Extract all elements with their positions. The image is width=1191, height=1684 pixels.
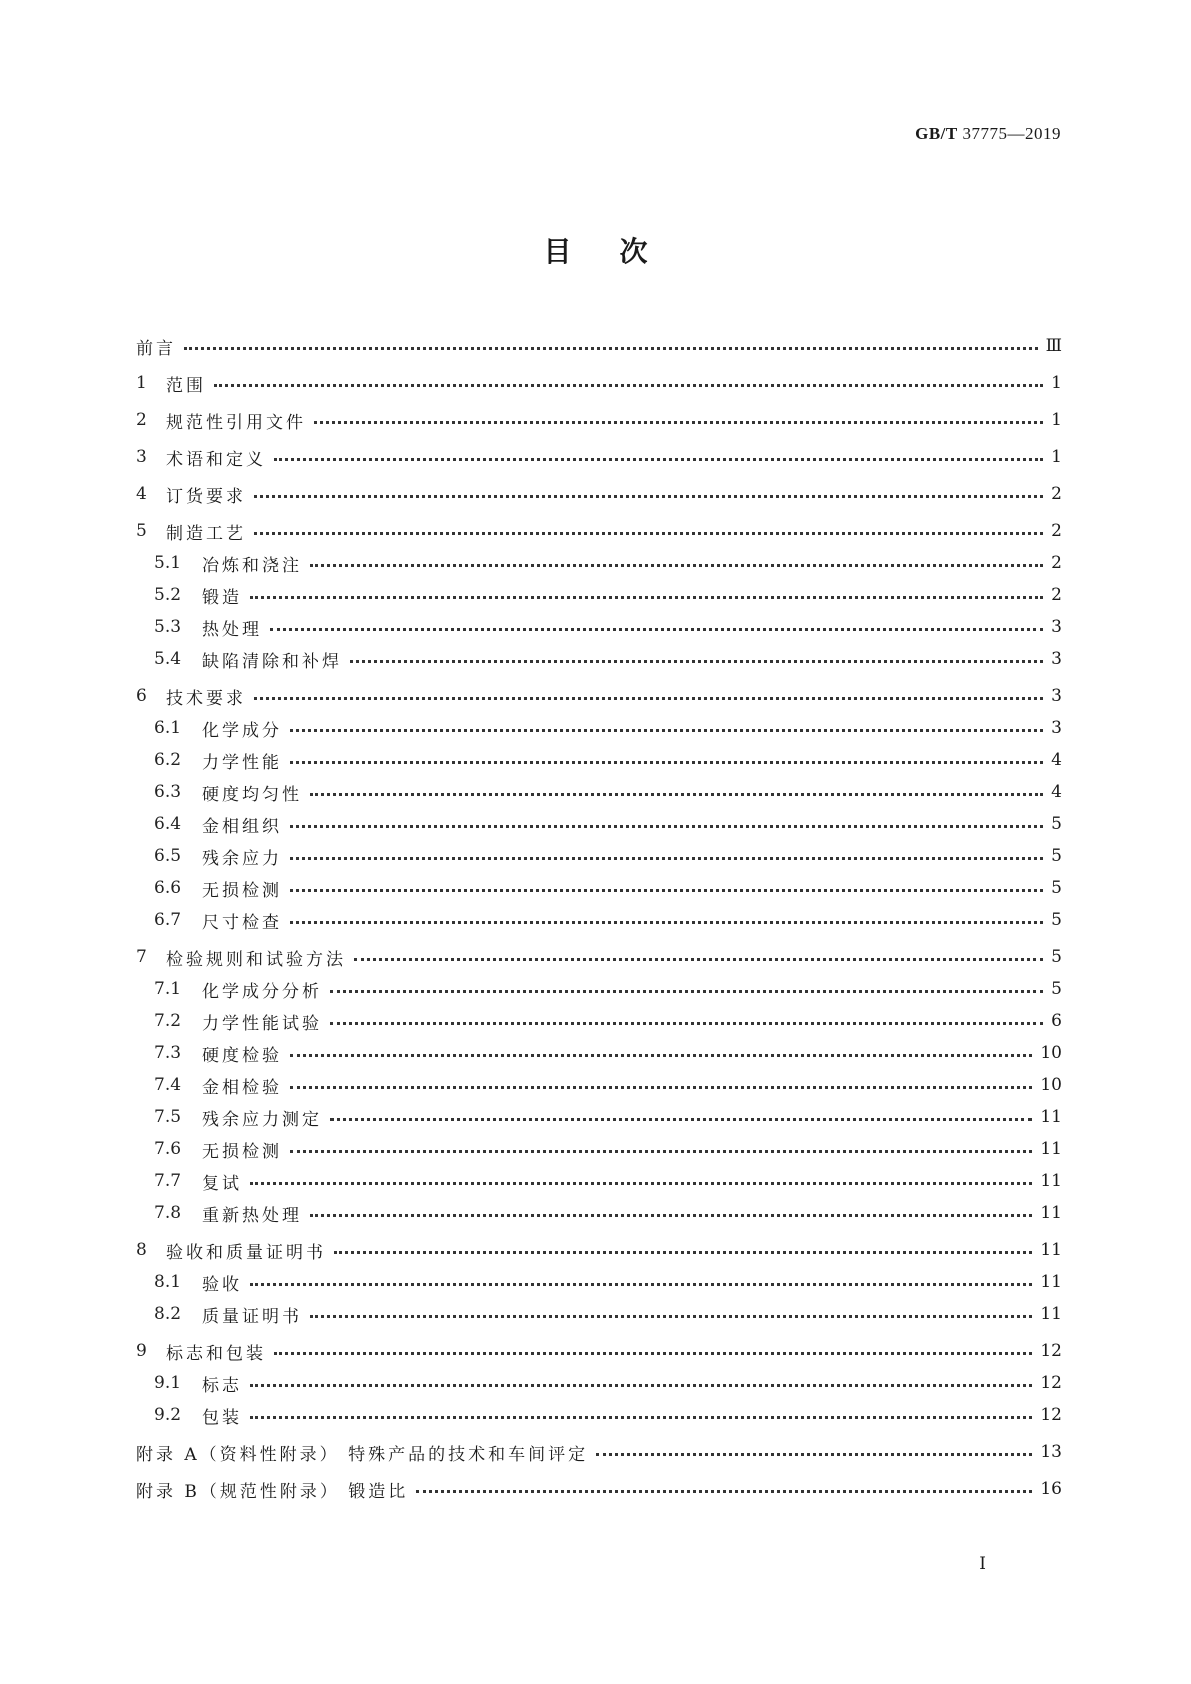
toc-entry-page: 4 — [1051, 750, 1062, 770]
toc-entry[interactable] — [136, 367, 1062, 399]
toc-entry[interactable] — [136, 904, 1062, 936]
toc-entry[interactable] — [136, 712, 1062, 744]
toc-entry[interactable] — [136, 808, 1062, 840]
toc-entry-title: 残余应力 — [202, 848, 282, 869]
toc-entry[interactable] — [136, 330, 1062, 362]
toc-entry-page: 11 — [1040, 1304, 1062, 1324]
toc-leader-dots — [250, 1384, 1032, 1387]
toc-entry-page: 5 — [1051, 814, 1062, 834]
toc-entry[interactable] — [136, 680, 1062, 712]
toc-leader-dots — [290, 1086, 1032, 1089]
toc-entry-page: 11 — [1040, 1139, 1062, 1159]
toc-entry-page: 11 — [1040, 1272, 1062, 1292]
toc-entry-page: 16 — [1040, 1479, 1062, 1499]
toc-entry-page: 2 — [1051, 521, 1062, 541]
toc-entry-page: 4 — [1051, 782, 1062, 802]
toc-entry-page: 3 — [1051, 718, 1062, 738]
toc-entry-number: 5 — [136, 521, 147, 541]
toc-entry-number: 6.4 — [154, 814, 182, 834]
toc-entry-title: 检验规则和试验方法 — [166, 949, 346, 970]
toc-entry[interactable] — [136, 1399, 1062, 1431]
standard-code-prefix: GB/T — [915, 124, 958, 143]
toc-leader-dots — [310, 793, 1043, 796]
toc-entry-page: 11 — [1040, 1171, 1062, 1191]
toc-leader-dots — [330, 1022, 1043, 1025]
toc-entry[interactable] — [136, 941, 1062, 973]
toc-entry-page: 12 — [1040, 1405, 1062, 1425]
toc-leader-dots — [596, 1453, 1032, 1456]
toc-entry-page: 5 — [1051, 878, 1062, 898]
toc-entry[interactable] — [136, 840, 1062, 872]
toc-entry-number: 7.8 — [154, 1203, 182, 1223]
toc-entry-number: 2 — [136, 410, 147, 430]
toc-entry-title: 冶炼和浇注 — [202, 555, 302, 576]
toc-entry[interactable] — [136, 1436, 1062, 1468]
toc-entry[interactable] — [136, 973, 1062, 1005]
toc-entry-title: 无损检测 — [202, 1141, 282, 1162]
toc-leader-dots — [330, 990, 1043, 993]
toc-leader-dots — [274, 1352, 1032, 1355]
toc-entry-page: 1 — [1051, 410, 1062, 430]
toc-entry-number: 9 — [136, 1341, 147, 1361]
toc-entry-title: 硬度均匀性 — [202, 784, 302, 805]
toc-entry-page: 12 — [1040, 1373, 1062, 1393]
toc-entry-title: 验收 — [202, 1274, 242, 1295]
toc-title: 目次 — [543, 235, 696, 268]
toc-entry-title: 重新热处理 — [202, 1205, 302, 1226]
toc-entry-number: 7.2 — [154, 1011, 182, 1031]
standard-code-number: 37775—2019 — [962, 124, 1061, 143]
toc-leader-dots — [354, 958, 1043, 961]
toc-entry[interactable] — [136, 1266, 1062, 1298]
toc-leader-dots — [330, 1118, 1032, 1121]
toc-entry[interactable] — [136, 1165, 1062, 1197]
toc-leader-dots — [270, 628, 1043, 631]
toc-entry-number: 7 — [136, 947, 147, 967]
toc-entry-title: 标志 — [202, 1375, 242, 1396]
toc-leader-dots — [250, 596, 1043, 599]
toc-entry-page: 10 — [1040, 1075, 1062, 1095]
toc-entry-title: 制造工艺 — [166, 523, 246, 544]
toc-entry[interactable] — [136, 1197, 1062, 1229]
toc-entry-title: 规范性引用文件 — [166, 412, 306, 433]
toc-entry-title: 尺寸检查 — [202, 912, 282, 933]
table-of-contents — [136, 330, 1062, 1505]
toc-entry[interactable] — [136, 1005, 1062, 1037]
toc-entry-page: 5 — [1051, 910, 1062, 930]
toc-leader-dots — [290, 1150, 1032, 1153]
toc-entry-number: 3 — [136, 447, 147, 467]
toc-entry-number: 7.7 — [154, 1171, 182, 1191]
toc-entry-title: 附录 B（规范性附录） 锻造比 — [136, 1481, 409, 1502]
toc-entry-title: 包装 — [202, 1407, 242, 1428]
toc-entry-number: 9.2 — [154, 1405, 182, 1425]
toc-entry-number: 6.5 — [154, 846, 182, 866]
toc-entry-title: 金相检验 — [202, 1077, 282, 1098]
toc-entry-number: 7.6 — [154, 1139, 182, 1159]
toc-leader-dots — [250, 1416, 1032, 1419]
toc-entry-number: 7.5 — [154, 1107, 182, 1127]
toc-leader-dots — [254, 697, 1043, 700]
toc-entry-page: 1 — [1051, 373, 1062, 393]
toc-leader-dots — [416, 1490, 1032, 1493]
toc-entry-page: Ⅲ — [1045, 336, 1062, 356]
toc-leader-dots — [310, 564, 1043, 567]
toc-entry[interactable] — [136, 1037, 1062, 1069]
toc-entry-number: 6.1 — [154, 718, 182, 738]
toc-entry-page: 13 — [1040, 1442, 1062, 1462]
toc-leader-dots — [274, 458, 1043, 461]
toc-entry-number: 4 — [136, 484, 147, 504]
toc-entry[interactable] — [136, 643, 1062, 675]
toc-entry[interactable] — [136, 1069, 1062, 1101]
toc-entry[interactable] — [136, 478, 1062, 510]
toc-entry-title: 残余应力测定 — [202, 1109, 322, 1130]
toc-entry-number: 9.1 — [154, 1373, 182, 1393]
toc-entry[interactable] — [136, 1234, 1062, 1266]
toc-entry-number: 5.4 — [154, 649, 182, 669]
toc-entry[interactable] — [136, 611, 1062, 643]
toc-entry-page: 11 — [1040, 1107, 1062, 1127]
toc-entry[interactable] — [136, 579, 1062, 611]
toc-leader-dots — [334, 1251, 1032, 1254]
toc-leader-dots — [290, 729, 1043, 732]
toc-entry-title: 范围 — [166, 375, 206, 396]
toc-entry-page: 3 — [1051, 649, 1062, 669]
toc-entry[interactable] — [136, 1101, 1062, 1133]
toc-entry-page: 1 — [1051, 447, 1062, 467]
toc-entry-title: 附录 A（资料性附录） 特殊产品的技术和车间评定 — [136, 1444, 589, 1465]
toc-entry-number: 1 — [136, 373, 147, 393]
toc-entry-page: 11 — [1040, 1240, 1062, 1260]
toc-entry-number: 8 — [136, 1240, 147, 1260]
toc-entry-number: 6.7 — [154, 910, 182, 930]
toc-leader-dots — [310, 1214, 1032, 1217]
toc-entry-title: 验收和质量证明书 — [166, 1242, 326, 1263]
toc-entry-title: 力学性能 — [202, 752, 282, 773]
toc-entry-title: 金相组织 — [202, 816, 282, 837]
toc-entry-number: 8.2 — [154, 1304, 182, 1324]
toc-leader-dots — [290, 921, 1043, 924]
toc-entry-title: 术语和定义 — [166, 449, 266, 470]
toc-entry[interactable] — [136, 1367, 1062, 1399]
toc-entry-page: 5 — [1051, 846, 1062, 866]
toc-entry[interactable] — [136, 776, 1062, 808]
toc-entry-title: 标志和包装 — [166, 1343, 266, 1364]
standard-code — [915, 124, 1061, 144]
toc-entry-number: 7.3 — [154, 1043, 182, 1063]
toc-leader-dots — [310, 1315, 1032, 1318]
toc-leader-dots — [290, 825, 1043, 828]
toc-leader-dots — [250, 1182, 1032, 1185]
toc-entry-page: 10 — [1040, 1043, 1062, 1063]
toc-entry-title: 订货要求 — [166, 486, 246, 507]
toc-entry-page: 2 — [1051, 553, 1062, 573]
toc-leader-dots — [250, 1283, 1032, 1286]
toc-entry[interactable] — [136, 441, 1062, 473]
toc-entry-number: 5.1 — [154, 553, 182, 573]
toc-entry-page: 2 — [1051, 484, 1062, 504]
toc-leader-dots — [290, 761, 1043, 764]
page-number: I — [979, 1554, 986, 1574]
toc-entry-page: 2 — [1051, 585, 1062, 605]
toc-entry-title: 前言 — [136, 338, 176, 359]
toc-entry-number: 6 — [136, 686, 147, 706]
toc-leader-dots — [214, 384, 1043, 387]
toc-entry-number: 7.4 — [154, 1075, 182, 1095]
toc-leader-dots — [350, 660, 1043, 663]
toc-leader-dots — [290, 1054, 1032, 1057]
toc-entry[interactable] — [136, 744, 1062, 776]
toc-entry-title: 无损检测 — [202, 880, 282, 901]
toc-entry[interactable] — [136, 1335, 1062, 1367]
toc-entry-page: 5 — [1051, 979, 1062, 999]
toc-entry-title: 力学性能试验 — [202, 1013, 322, 1034]
toc-entry-number: 8.1 — [154, 1272, 182, 1292]
toc-entry-title: 质量证明书 — [202, 1306, 302, 1327]
toc-entry[interactable] — [136, 1298, 1062, 1330]
toc-entry[interactable] — [136, 404, 1062, 436]
toc-entry[interactable] — [136, 515, 1062, 547]
toc-entry-page: 3 — [1051, 617, 1062, 637]
toc-entry-page: 6 — [1051, 1011, 1062, 1031]
toc-entry-number: 6.2 — [154, 750, 182, 770]
toc-entry[interactable] — [136, 1133, 1062, 1165]
toc-entry-number: 6.3 — [154, 782, 182, 802]
toc-entry[interactable] — [136, 872, 1062, 904]
toc-entry-page: 3 — [1051, 686, 1062, 706]
toc-entry-title: 化学成分分析 — [202, 981, 322, 1002]
toc-entry-page: 12 — [1040, 1341, 1062, 1361]
toc-entry-page: 5 — [1051, 947, 1062, 967]
toc-entry-title: 锻造 — [202, 587, 242, 608]
toc-entry-title: 硬度检验 — [202, 1045, 282, 1066]
toc-leader-dots — [290, 857, 1043, 860]
toc-entry-title: 技术要求 — [166, 688, 246, 709]
toc-entry-number: 6.6 — [154, 878, 182, 898]
toc-entry[interactable] — [136, 547, 1062, 579]
toc-leader-dots — [290, 889, 1043, 892]
toc-entry-number: 5.2 — [154, 585, 182, 605]
toc-entry-title: 复试 — [202, 1173, 242, 1194]
toc-entry-title: 化学成分 — [202, 720, 282, 741]
toc-entry-title: 缺陷清除和补焊 — [202, 651, 342, 672]
toc-entry-number: 7.1 — [154, 979, 182, 999]
toc-leader-dots — [254, 495, 1043, 498]
toc-leader-dots — [314, 421, 1043, 424]
toc-entry-page: 11 — [1040, 1203, 1062, 1223]
toc-leader-dots — [184, 347, 1038, 350]
toc-entry-number: 5.3 — [154, 617, 182, 637]
toc-entry-title: 热处理 — [202, 619, 262, 640]
toc-entry[interactable] — [136, 1473, 1062, 1505]
toc-leader-dots — [254, 532, 1043, 535]
